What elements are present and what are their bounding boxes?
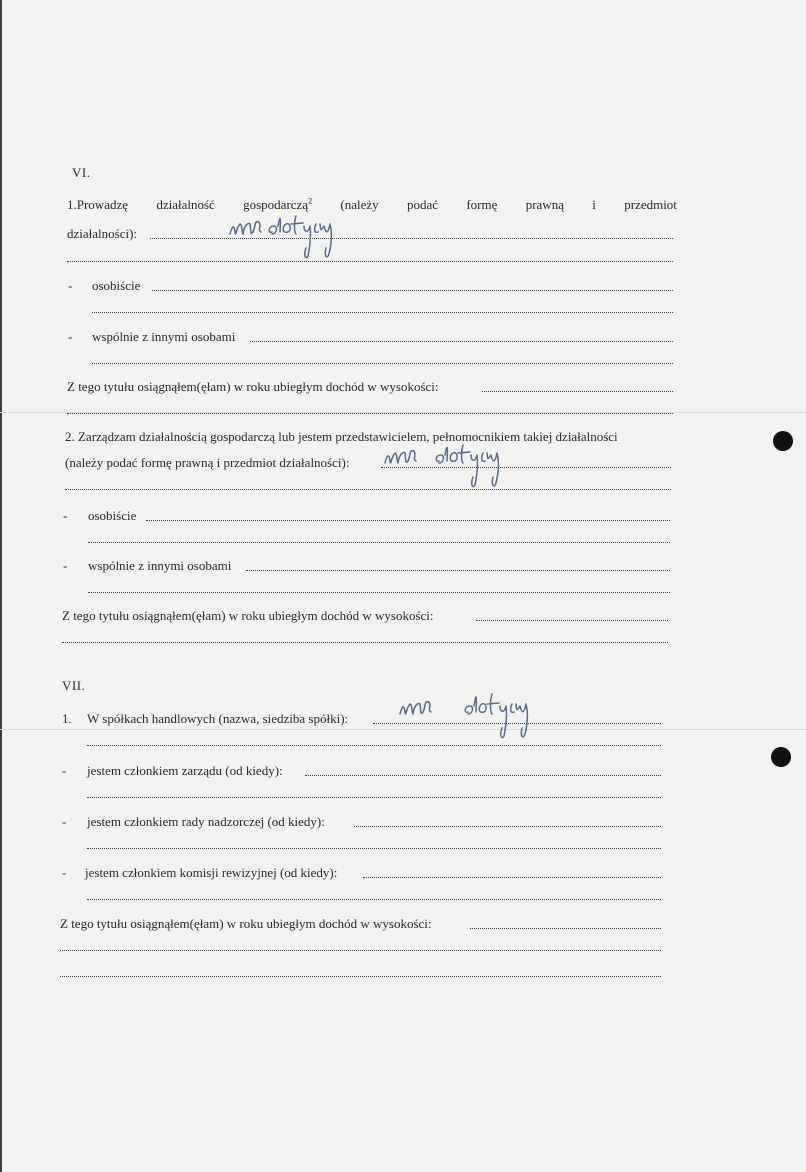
- label-income: Z tego tytułu osiągnąłem(ęłam) w roku ubiegłym dochód w wysokości:: [67, 379, 439, 394]
- page-edge: [0, 0, 2, 1172]
- fill-line[interactable]: [92, 363, 673, 364]
- label-income: Z tego tytułu osiągnąłem(ęłam) w roku ubiegłym dochód w wysokości:: [60, 916, 432, 931]
- label-board: jestem członkiem zarządu (od kiedy):: [87, 763, 283, 778]
- bullet: -: [68, 329, 73, 344]
- handwritten-answer: [398, 690, 548, 745]
- punch-hole: [773, 431, 793, 451]
- fill-line[interactable]: [60, 950, 661, 951]
- fill-line[interactable]: [92, 312, 673, 313]
- fill-line[interactable]: [62, 642, 668, 643]
- handwritten-answer: [383, 441, 523, 491]
- fill-line[interactable]: [88, 592, 670, 593]
- label-jointly: wspólnie z innymi osobami: [92, 329, 236, 344]
- fill-line[interactable]: [305, 775, 661, 776]
- label-personal: osobiście: [88, 508, 137, 523]
- label-supervisory: jestem członkiem rady nadzorczej (od kiedy):: [87, 814, 325, 829]
- item2-line1: 2. Zarządzam działalnością gospodarczą lub jestem przedstawicielem, pełnomocnikiem takiej działalności: [65, 429, 618, 444]
- fill-line[interactable]: [152, 290, 673, 291]
- label-jointly: wspólnie z innymi osobami: [88, 558, 232, 573]
- label-audit: jestem członkiem komisji rewizyjnej (od kiedy):: [85, 865, 338, 880]
- bullet: -: [63, 558, 68, 573]
- bullet: -: [68, 278, 73, 293]
- fill-line[interactable]: [363, 877, 661, 878]
- item1-label: działalności):: [67, 226, 138, 241]
- fill-line[interactable]: [88, 542, 670, 543]
- punch-hole: [771, 747, 791, 767]
- bullet: -: [63, 508, 68, 523]
- fill-line[interactable]: [87, 797, 661, 798]
- fill-line[interactable]: [246, 570, 670, 571]
- fill-line[interactable]: [67, 261, 673, 262]
- fill-line[interactable]: [482, 391, 673, 392]
- fill-line[interactable]: [146, 520, 670, 521]
- bullet: -: [62, 763, 67, 778]
- item2-line2: (należy podać formę prawną i przedmiot działalności):: [65, 455, 350, 470]
- fill-line[interactable]: [87, 745, 661, 746]
- fill-line[interactable]: [250, 341, 673, 342]
- handwritten-answer: [228, 212, 343, 262]
- fill-line[interactable]: [60, 976, 661, 977]
- fill-line[interactable]: [87, 848, 661, 849]
- bullet: -: [62, 814, 67, 829]
- label-income: Z tego tytułu osiągnąłem(ęłam) w roku ubiegłym dochód w wysokości:: [62, 608, 434, 623]
- section-heading-vii: VII.: [62, 678, 86, 693]
- fill-line[interactable]: [67, 413, 673, 414]
- label-companies: W spółkach handlowych (nazwa, siedziba spółki):: [87, 711, 349, 726]
- label-personal: osobiście: [92, 278, 141, 293]
- fill-line[interactable]: [354, 826, 661, 827]
- item-number: 1.: [62, 711, 72, 726]
- fill-line[interactable]: [65, 489, 671, 490]
- fill-line[interactable]: [470, 928, 661, 929]
- fill-line[interactable]: [87, 899, 661, 900]
- item1-line1: 1.Prowadzę działalność gospodarczą$^2$ (należy podać formę prawną i przedmiot: [67, 196, 677, 212]
- fill-line[interactable]: [476, 620, 668, 621]
- bullet: -: [62, 865, 67, 880]
- section-heading-vi: VI.: [72, 165, 91, 180]
